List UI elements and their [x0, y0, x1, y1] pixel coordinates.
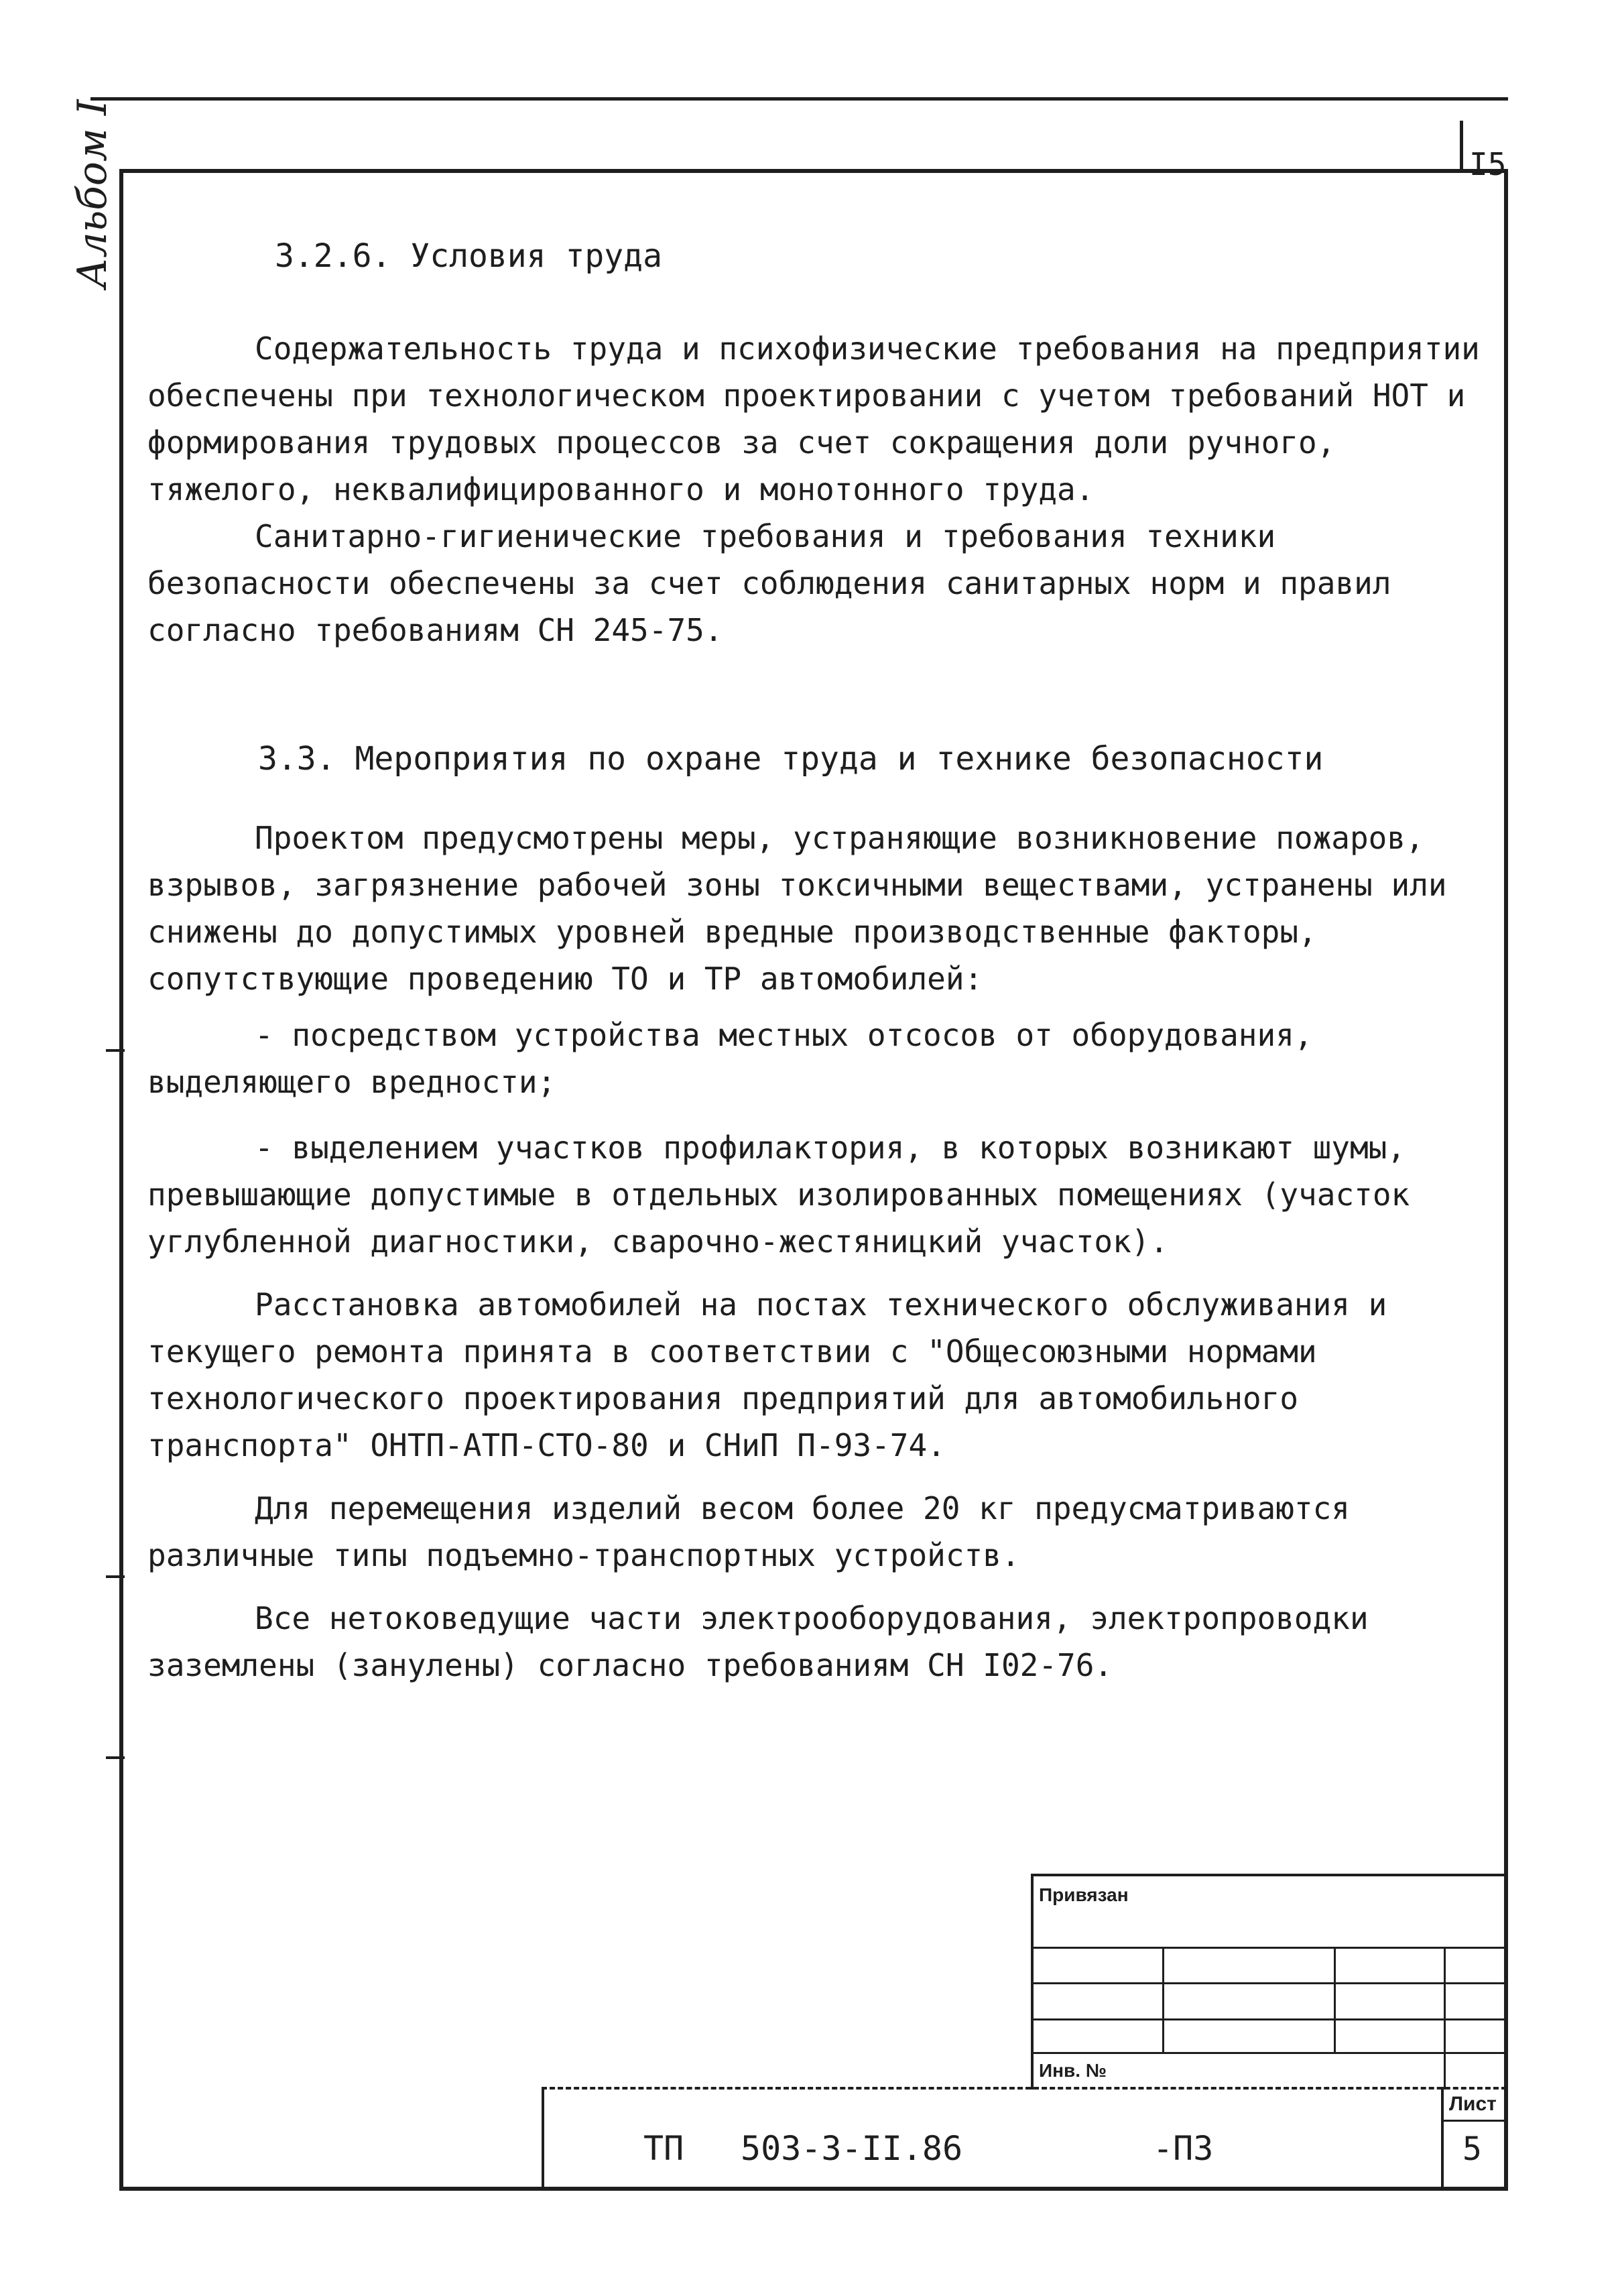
section-326-body: [147, 325, 1495, 654]
sheet-cell-divider: [1441, 2120, 1504, 2122]
sheet-number: 5: [1462, 2130, 1482, 2168]
paragraph: Проектом предусмотрены меры, устраняющие возникновение пожаров, взрывов, загрязнение рабочей зоны токсичными веществами, устранены или снижены до допустимых уровней вредные производственные факторы, сопутствующие проведению ТО и ТР автомобилей:: [147, 820, 1447, 997]
section-heading-33: 3.3. Мероприятия по охране труда и технике безопасности: [258, 740, 1324, 778]
paragraph: Содержательность труда и психофизические требования на предприятии обеспечены при технологическом проектировании с учетом требований НОТ и формирования трудовых процессов за счет сокращения доли ручного, тяжелого, неквалифицированного и монотонного труда.: [147, 330, 1480, 507]
binding-tick: [106, 1756, 125, 1759]
section-heading-326: 3.2.6. Условия труда: [275, 237, 662, 275]
stamp-row-divider: [1034, 2052, 1507, 2054]
outer-top-rule: [90, 97, 1508, 101]
frame-left-rule: [119, 173, 123, 2191]
section-33-body: [147, 814, 1495, 1689]
frame-top-rule: [119, 169, 1508, 173]
doc-code-prefix: ТП: [643, 2129, 684, 2168]
sheet-label: Лист: [1449, 2093, 1497, 2115]
paragraph: Все нетоковедущие части электрооборудования, электропроводки заземлены (занулены) согласно требованиям СН I02-76.: [147, 1600, 1369, 1683]
page-number: I5: [1469, 146, 1507, 182]
paragraph: Расстановка автомобилей на постах технического обслуживания и текущего ремонта принята в соответствии с "Общесоюзными нормами технологического проектирования предприятий для автомобильного транспорта" ОНТП-АТП-СТО-80 и СНиП П-93-74.: [147, 1286, 1387, 1463]
paragraph: Санитарно-гигиенические требования и требования техники безопасности обеспечены за счет соблюдения санитарных норм и правил согласно требованиям СН 245-75.: [147, 518, 1391, 648]
binding-tick: [106, 1049, 125, 1052]
binding-stamp-table: [1031, 1874, 1507, 2090]
album-side-note: Альбом I: [69, 99, 116, 288]
doc-code-number: 503-3-II.86: [741, 2129, 963, 2168]
stamp-row-divider: [1034, 1982, 1507, 1984]
stamp-inv-label: Инв. №: [1039, 2060, 1107, 2081]
stamp-row-divider: [1034, 2018, 1507, 2020]
stamp-col-divider: [1334, 1947, 1336, 2052]
stamp-row-divider: [1034, 1947, 1507, 1949]
stamp-col-divider: [1162, 1947, 1164, 2052]
binding-tick: [106, 1575, 125, 1578]
stamp-col-divider: [1444, 1947, 1446, 2090]
stamp-header-label: Привязан: [1039, 1884, 1129, 1905]
paragraph: Для перемещения изделий весом более 20 кг предусматриваются различные типы подъемно-транспортных устройств.: [147, 1490, 1350, 1573]
doc-code-suffix: -ПЗ: [1153, 2129, 1214, 2168]
title-block: [542, 2087, 1507, 2190]
list-item: - выделением участков профилактория, в которых возникают шумы, превышающие допустимые в отдельных изолированных помещениях (участок углубленной диагностики, сварочно-жестяницкий участок).: [147, 1130, 1410, 1260]
list-item: - посредством устройства местных отсосов от оборудования, выделяющего вредности;: [147, 1017, 1313, 1100]
